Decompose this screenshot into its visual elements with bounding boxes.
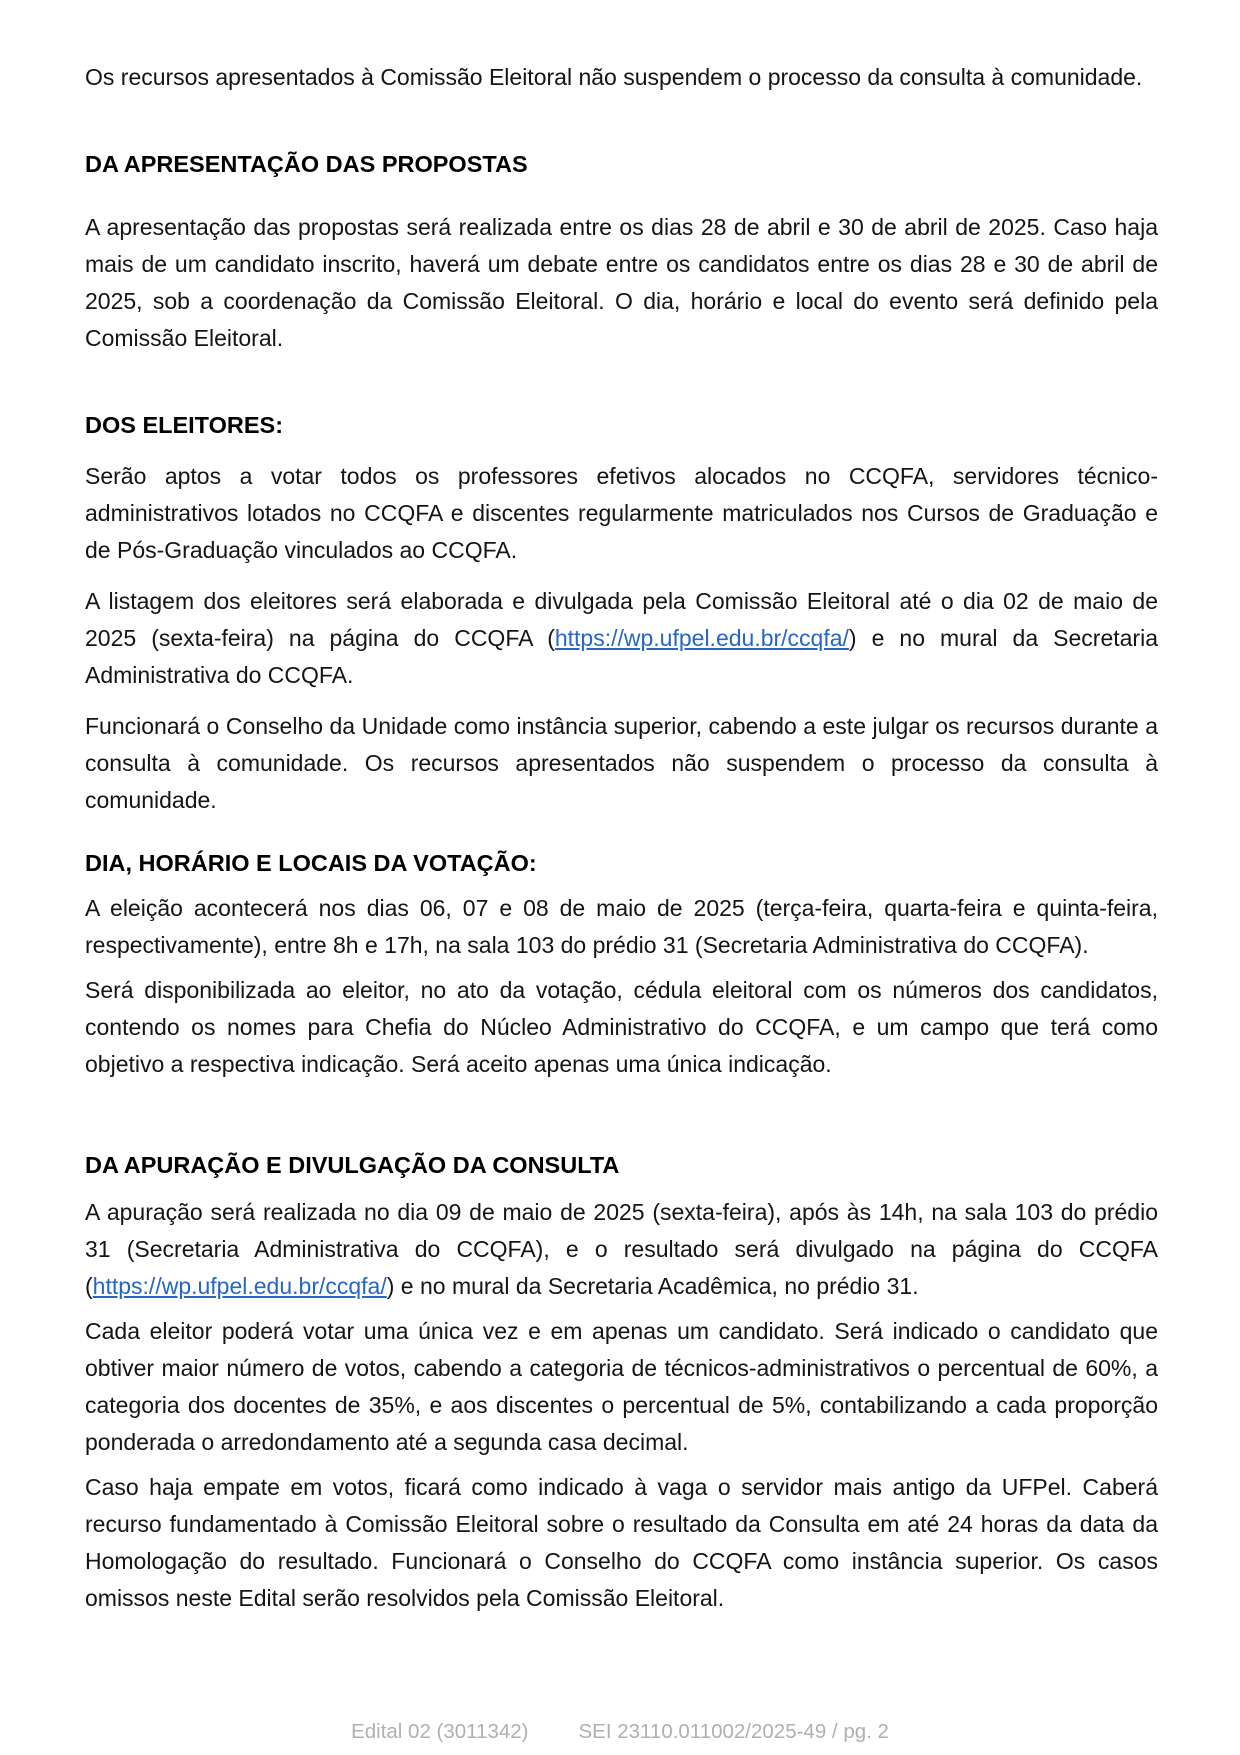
para-aptos-a-votar: Serão aptos a votar todos os professores efetivos alocados no CCQFA, servidores técnico-administrativos lotados no CCQFA e discentes regularmente matriculados nos Cursos de Graduação e de Pós-Graduação vinculados ao CCQFA. (85, 463, 1158, 563)
heading-dos-eleitores: DOS ELEITORES: (85, 412, 284, 438)
footer-sei-label: SEI 23110.011002/2025-49 / pg. 2 (578, 1720, 889, 1743)
para-empate-recurso: Caso haja empate em votos, ficará como indicado à vaga o servidor mais antigo da UFPel. Caberá recurso fundamentado à Comissão Eleitoral sobre o resultado da Consulta em até 24 horas da data da Homologação do resultado. Funcionará o Conselho do CCQFA como instância superior. Os casos omissos neste Edital serão resolvidos pela Comissão Eleitoral. (85, 1474, 1158, 1611)
para-listagem-post: ) e no mural da Secretaria Administrativa do CCQFA. (85, 625, 1158, 688)
page-footer (0, 1719, 1240, 1745)
para-eleicao-dias: A eleição acontecerá nos dias 06, 07 e 08 de maio de 2025 (terça-feira, quarta-feira e quinta-feira, respectivamente), entre 8h e 17h, na sala 103 do prédio 31 (Secretaria Administrativa do CCQFA). (85, 895, 1158, 958)
para-apuracao-resultado (85, 1194, 1158, 1305)
footer-edital-label: Edital 02 (3011342) (351, 1720, 529, 1743)
para-conselho-unidade: Funcionará o Conselho da Unidade como instância superior, cabendo a este julgar os recursos durante a consulta à comunidade. Os recursos apresentados não suspendem o processo da consulta à comunidade. (85, 713, 1158, 813)
para-listagem-eleitores (85, 583, 1158, 694)
para-cedula-eleitoral: Será disponibilizada ao eleitor, no ato da votação, cédula eleitoral com os números dos candidatos, contendo os nomes para Chefia do Núcleo Administrativo do CCQFA, e um campo que terá como objetivo a respectiva indicação. Será aceito apenas uma única indicação. (85, 977, 1158, 1077)
para-apuracao-pre: A apuração será realizada no dia 09 de maio de 2025 (sexta-feira), após às 14h, na sala 103 do prédio 31 (Secretaria Administrativa do CCQFA), e o resultado será divulgado na página do CCQFA ( (85, 1199, 1158, 1299)
para-listagem-pre: A listagem dos eleitores será elaborada e divulgada pela Comissão Eleitoral até o dia 02 de maio de 2025 (sexta-feira) na página do CCQFA ( (85, 588, 1158, 651)
heading-apresentacao-propostas: DA APRESENTAÇÃO DAS PROPOSTAS (85, 151, 528, 177)
para-recursos-nao-suspendem: Os recursos apresentados à Comissão Eleitoral não suspendem o processo da consulta à comunidade. (85, 64, 1143, 90)
para-apuracao-post: ) e no mural da Secretaria Acadêmica, no prédio 31. (386, 1273, 919, 1299)
ccqfa-page-link-2[interactable]: https://wp.ufpel.edu.br/ccqfa/ (92, 1273, 387, 1299)
heading-apuracao-divulgacao-consulta: DA APURAÇÃO E DIVULGAÇÃO DA CONSULTA (85, 1152, 620, 1178)
ccqfa-page-link-1[interactable]: https://wp.ufpel.edu.br/ccqfa/ (554, 625, 849, 651)
heading-dia-horario-locais-votacao: DIA, HORÁRIO E LOCAIS DA VOTAÇÃO: (85, 850, 537, 876)
para-apresentacao-propostas: A apresentação das propostas será realizada entre os dias 28 de abril e 30 de abril de 2025. Caso haja mais de um candidato inscrito, haverá um debate entre os candidatos entre os dias 28 e 30 de abril de 2025, sob a coordenação da Comissão Eleitoral. O dia, horário e local do evento será definido pela Comissão Eleitoral. (85, 214, 1158, 351)
document-content (0, 59, 1240, 1617)
para-cada-eleitor-voto: Cada eleitor poderá votar uma única vez e em apenas um candidato. Será indicado o candidato que obtiver maior número de votos, cabendo a categoria de técnicos-administrativos o percentual de 60%, a categoria dos docentes de 35%, e aos discentes o percentual de 5%, contabilizando a cada proporção ponderada o arredondamento até a segunda casa decimal. (85, 1318, 1158, 1455)
